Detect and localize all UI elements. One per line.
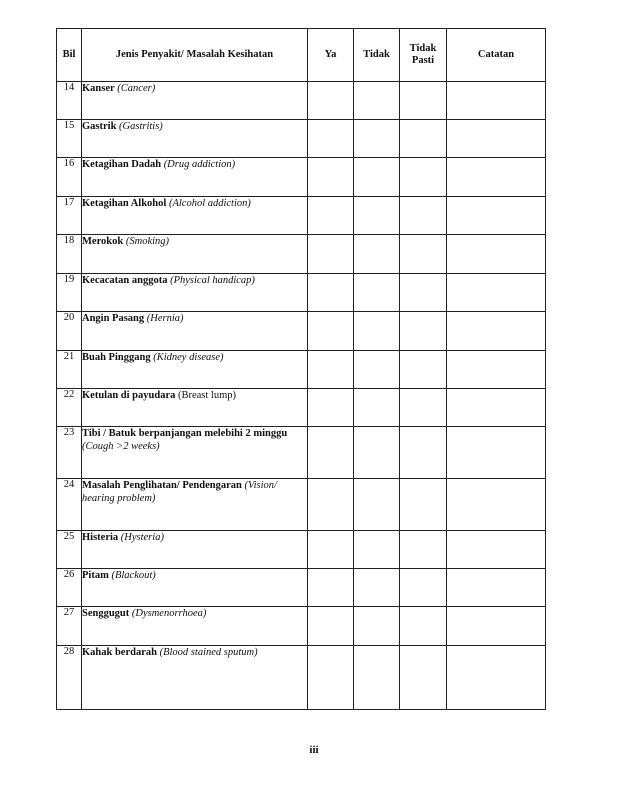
header-yes: Ya (308, 29, 354, 82)
header-condition: Jenis Penyakit/ Masalah Kesihatan (82, 29, 308, 82)
table-row (57, 312, 546, 351)
answer-yes-cell[interactable] (308, 120, 354, 158)
answer-no-cell[interactable] (354, 158, 400, 197)
answer-yes-cell[interactable] (308, 82, 354, 120)
condition-name: Kanser (82, 83, 115, 94)
header-unsure: Tidak Pasti (400, 29, 447, 82)
table-row (57, 389, 546, 427)
header-notes: Catatan (447, 29, 546, 82)
answer-unsure-cell[interactable] (400, 427, 447, 479)
condition-english: (Hysteria) (120, 532, 164, 543)
answer-yes-cell[interactable] (308, 389, 354, 427)
notes-cell[interactable] (447, 569, 546, 607)
condition-cell (82, 235, 308, 274)
page-number: iii (309, 744, 319, 756)
answer-yes-cell[interactable] (308, 569, 354, 607)
answer-yes-cell[interactable] (308, 197, 354, 235)
answer-yes-cell[interactable] (308, 427, 354, 479)
condition-name: Tibi / Batuk berpanjangan melebihi 2 minggu (82, 428, 288, 439)
condition-cell (82, 82, 308, 120)
row-number: 20 (57, 312, 82, 351)
condition-cell (82, 646, 308, 710)
notes-cell[interactable] (447, 235, 546, 274)
condition-cell (82, 607, 308, 646)
answer-unsure-cell[interactable] (400, 351, 447, 389)
condition-name: Gastrik (82, 121, 117, 132)
row-number: 17 (57, 197, 82, 235)
row-number: 15 (57, 120, 82, 158)
condition-english: (Kidney disease) (153, 352, 224, 363)
answer-unsure-cell[interactable] (400, 569, 447, 607)
header-bil: Bil (57, 29, 82, 82)
condition-cell (82, 158, 308, 197)
answer-unsure-cell[interactable] (400, 158, 447, 197)
notes-cell[interactable] (447, 531, 546, 569)
row-number: 26 (57, 569, 82, 607)
answer-yes-cell[interactable] (308, 312, 354, 351)
row-number: 27 (57, 607, 82, 646)
condition-cell (82, 274, 308, 312)
header-no: Tidak (354, 29, 400, 82)
answer-yes-cell[interactable] (308, 158, 354, 197)
answer-unsure-cell[interactable] (400, 235, 447, 274)
answer-no-cell[interactable] (354, 531, 400, 569)
table-row (57, 235, 546, 274)
condition-english: (Cancer) (117, 83, 156, 94)
condition-name: Buah Pinggang (82, 352, 151, 363)
row-number: 18 (57, 235, 82, 274)
answer-no-cell[interactable] (354, 82, 400, 120)
table-row (57, 351, 546, 389)
notes-cell[interactable] (447, 312, 546, 351)
condition-cell (82, 351, 308, 389)
table-row (57, 274, 546, 312)
condition-english: (Smoking) (125, 236, 170, 247)
table-row (57, 197, 546, 235)
answer-yes-cell[interactable] (308, 235, 354, 274)
condition-english: (Breast lump) (177, 390, 237, 401)
condition-name: Masalah Penglihatan/ Pendengaran (82, 480, 242, 491)
answer-yes-cell[interactable] (308, 351, 354, 389)
notes-cell[interactable] (447, 82, 546, 120)
answer-unsure-cell[interactable] (400, 197, 447, 235)
notes-cell[interactable] (447, 197, 546, 235)
answer-yes-cell[interactable] (308, 274, 354, 312)
answer-no-cell[interactable] (354, 646, 400, 710)
answer-unsure-cell[interactable] (400, 531, 447, 569)
notes-cell[interactable] (447, 351, 546, 389)
answer-unsure-cell[interactable] (400, 479, 447, 531)
row-number: 14 (57, 82, 82, 120)
answer-no-cell[interactable] (354, 389, 400, 427)
answer-unsure-cell[interactable] (400, 646, 447, 710)
answer-no-cell[interactable] (354, 197, 400, 235)
notes-cell[interactable] (447, 427, 546, 479)
table-row (57, 646, 546, 710)
condition-cell (82, 427, 308, 479)
condition-name: Senggugut (82, 608, 130, 619)
answer-unsure-cell[interactable] (400, 312, 447, 351)
condition-english: (Vision/ hearing problem) (82, 480, 277, 504)
table-row (57, 569, 546, 607)
condition-cell (82, 197, 308, 235)
notes-cell[interactable] (447, 479, 546, 531)
row-number: 23 (57, 427, 82, 479)
condition-english: (Blood stained sputum) (159, 647, 258, 658)
answer-unsure-cell[interactable] (400, 389, 447, 427)
condition-english: (Gastritis) (119, 121, 163, 132)
answer-no-cell[interactable] (354, 607, 400, 646)
condition-name: Merokok (82, 236, 124, 247)
condition-english: (Alcohol addiction) (168, 198, 251, 209)
condition-cell (82, 479, 308, 531)
health-history-table (56, 28, 546, 710)
answer-no-cell[interactable] (354, 274, 400, 312)
table-row (57, 120, 546, 158)
row-number: 22 (57, 389, 82, 427)
condition-english: (Cough >2 weeks) (82, 441, 160, 452)
row-number: 28 (57, 646, 82, 710)
answer-yes-cell[interactable] (308, 479, 354, 531)
answer-unsure-cell[interactable] (400, 120, 447, 158)
condition-name: Ketagihan Alkohol (82, 198, 167, 209)
answer-no-cell[interactable] (354, 120, 400, 158)
table-row (57, 531, 546, 569)
condition-cell (82, 120, 308, 158)
answer-unsure-cell[interactable] (400, 82, 447, 120)
answer-no-cell[interactable] (354, 312, 400, 351)
notes-cell[interactable] (447, 646, 546, 710)
condition-cell (82, 312, 308, 351)
header-row (57, 29, 546, 82)
answer-no-cell[interactable] (354, 479, 400, 531)
answer-no-cell[interactable] (354, 351, 400, 389)
table-row (57, 158, 546, 197)
row-number: 25 (57, 531, 82, 569)
answer-no-cell[interactable] (354, 569, 400, 607)
condition-cell (82, 531, 308, 569)
answer-unsure-cell[interactable] (400, 607, 447, 646)
answer-yes-cell[interactable] (308, 607, 354, 646)
table-row (57, 82, 546, 120)
answer-no-cell[interactable] (354, 427, 400, 479)
condition-english: (Hernia) (146, 313, 184, 324)
condition-name: Kecacatan anggota (82, 275, 168, 286)
answer-yes-cell[interactable] (308, 646, 354, 710)
notes-cell[interactable] (447, 274, 546, 312)
notes-cell[interactable] (447, 158, 546, 197)
notes-cell[interactable] (447, 389, 546, 427)
condition-english: (Blackout) (111, 570, 156, 581)
answer-yes-cell[interactable] (308, 531, 354, 569)
table-row (57, 479, 546, 531)
row-number: 24 (57, 479, 82, 531)
condition-english: (Dysmenorrhoea) (131, 608, 207, 619)
notes-cell[interactable] (447, 120, 546, 158)
row-number: 16 (57, 158, 82, 197)
answer-unsure-cell[interactable] (400, 274, 447, 312)
condition-name: Ketagihan Dadah (82, 159, 162, 170)
table-row (57, 607, 546, 646)
row-number: 19 (57, 274, 82, 312)
condition-name: Histeria (82, 532, 119, 543)
notes-cell[interactable] (447, 607, 546, 646)
table-row (57, 427, 546, 479)
condition-cell (82, 389, 308, 427)
condition-english: (Physical handicap) (170, 275, 255, 286)
row-number: 21 (57, 351, 82, 389)
condition-cell (82, 569, 308, 607)
condition-english: (Drug addiction) (163, 159, 236, 170)
condition-name: Pitam (82, 570, 109, 581)
condition-name: Kahak berdarah (82, 647, 157, 658)
answer-no-cell[interactable] (354, 235, 400, 274)
condition-name: Ketulan di payudara (82, 390, 176, 401)
condition-name: Angin Pasang (82, 313, 145, 324)
